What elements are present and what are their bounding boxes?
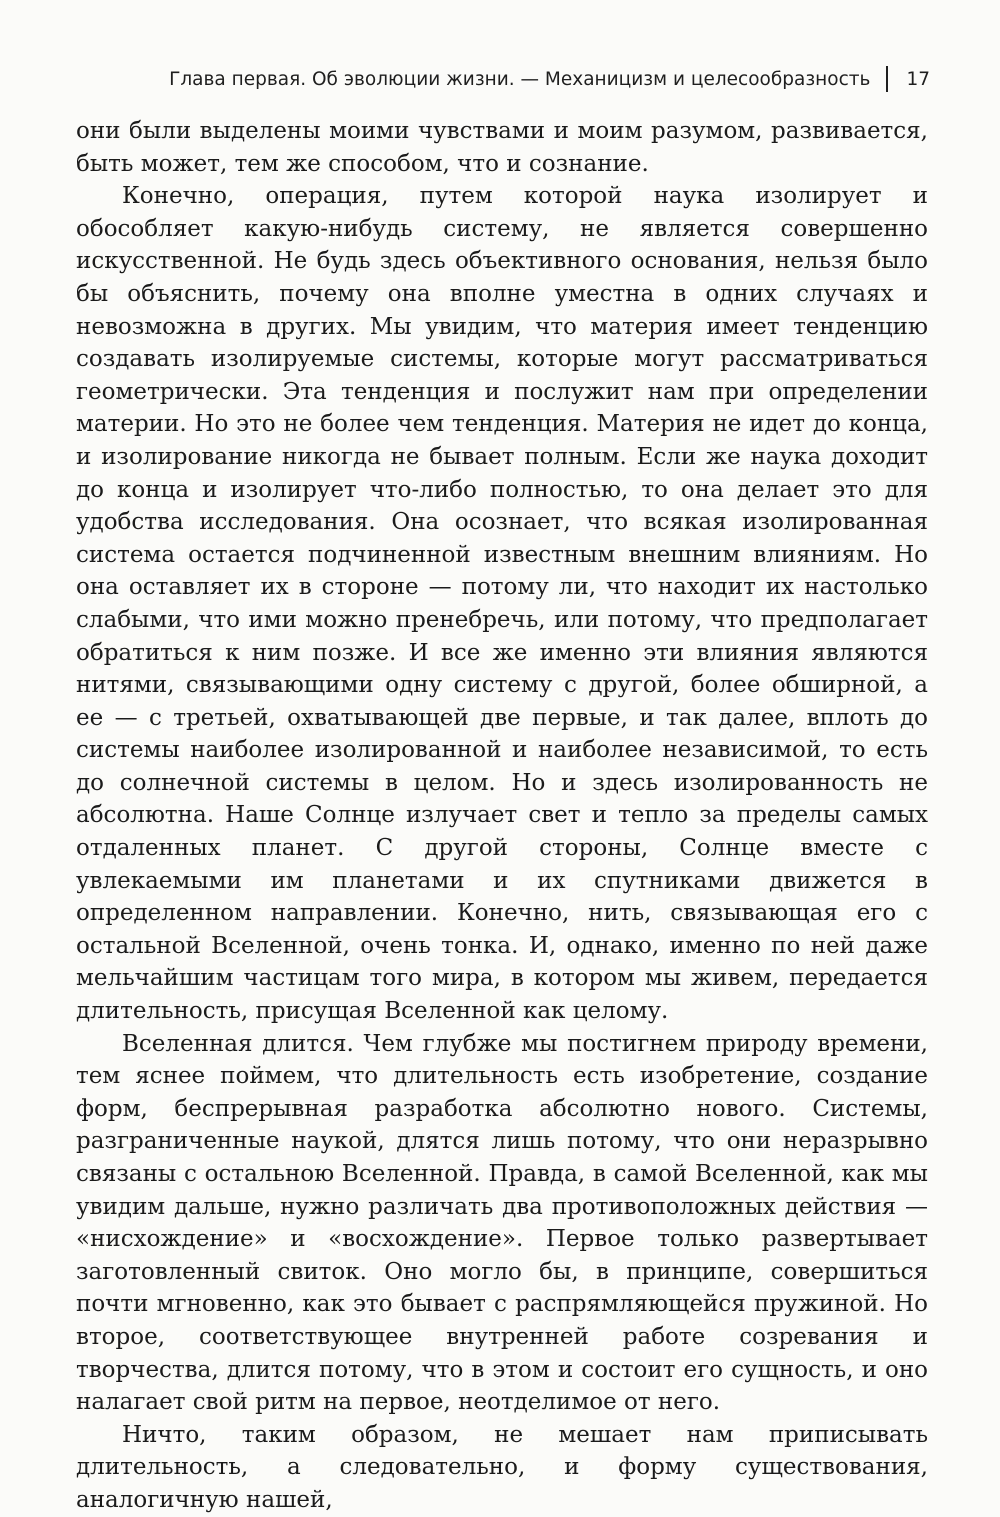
running-header: [70, 62, 930, 96]
paragraph: Конечно, операция, путем которой наука изолирует и обособляет какую-нибудь систему, не является совершенно искусственной. Не будь здесь объективного основания, нельзя было бы объяснить, почему она вполне уместна в одних случаях и невозможна в других. Мы увидим, что материя имеет тенденцию создавать изолируемые системы, которые могут рассматриваться геометрически. Эта тенденция и послужит нам при определении материи. Но это не более чем тенденция. Материя не идет до конца, и изолирование никогда не бывает полным. Если же наука доходит до конца и изолирует что-либо полностью, то она делает это для удобства исследования. Она осознает, что всякая изолированная система остается подчиненной известным внешним влияниям. Но она оставляет их в стороне — потому ли, что находит их настолько слабыми, что ими можно пренебречь, или потому, что предполагает обратиться к ним позже. И все же именно эти влияния являются нитями, связывающими одну систему с другой, более обширной, а ее — с третьей, охватывающей две первые, и так далее, вплоть до системы наиболее изолированной и наиболее независимой, то есть до солнечной системы в целом. Но и здесь изолированность не абсолютна. Наше Солнце излучает свет и тепло за пределы самых отдаленных планет. С другой стороны, Солнце вместе с увлекаемыми им планетами и их спутниками движется в определенном направлении. Конечно, нить, связывающая его с остальной Вселенной, очень тонка. И, однако, именно по ней даже мельчайшим частицам того мира, в котором мы живем, передается длительность, присущая Вселенной как целому.: [76, 183, 928, 1025]
chapter-title: Глава первая. Об эволюции жизни. — Механицизм и целесообразность: [169, 68, 871, 90]
paragraph: Ничто, таким образом, не мешает нам приписывать длительность, а следовательно, и форму существования, аналогичную нашей,: [76, 1421, 928, 1513]
page-body: [76, 115, 928, 1517]
header-separator: [886, 66, 888, 92]
paragraph-continued: они были выделены моими чувствами и моим разумом, развивается, быть может, тем же способом, что и сознание.: [76, 118, 928, 177]
page-number: 17: [906, 68, 930, 90]
paragraph: Вселенная длится. Чем глубже мы постигнем природу времени, тем яснее поймем, что длительность есть изобретение, создание форм, беспрерывная разработка абсолютно нового. Системы, разграниченные наукой, длятся лишь потому, что они неразрывно связаны с остальною Вселенной. Правда, в самой Вселенной, как мы увидим дальше, нужно различать два противоположных действия — «нисхождение» и «восхождение». Первое только развертывает заготовленный свиток. Оно могло бы, в принципе, совершиться почти мгновенно, как это бывает с распрямляющейся пружиной. Но второе, соответствующее внутренней работе созревания и творчества, длится потому, что в этом и состоит его сущность, и оно налагает свой ритм на первое, неотделимое от него.: [76, 1030, 928, 1416]
